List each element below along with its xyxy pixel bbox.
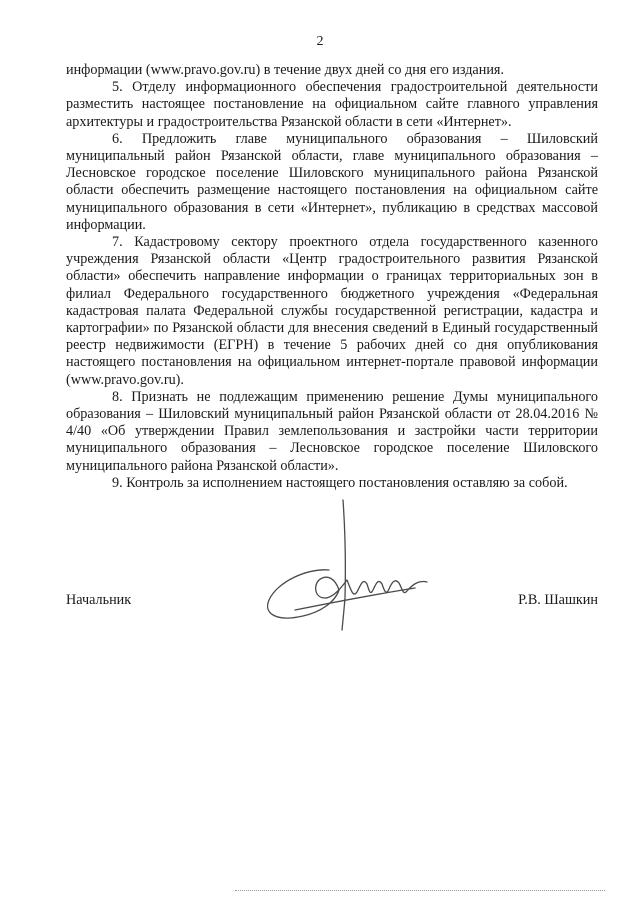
- paragraph-item-5: 5. Отделу информационного обеспечения градостроительной деятельности разместить настоящее постановление на официальном сайте главного управления архитектуры и градостроительства Рязанской области в сети «Интернет».: [66, 79, 598, 130]
- signer-position: Начальник: [66, 592, 132, 608]
- paragraph-item-7: 7. Кадастровому сектору проектного отдела государственного казенного учреждения Рязанской области «Центр градостроительного развития Рязанской области» обеспечить направление информации о границах территориальных зон в филиал Федерального государственного бюджетного учреждения «Федеральная кадастровая палата Федеральной службы государственной регистрации, кадастра и картографии» по Рязанской области для внесения сведений в Единый государственный реестр недвижимости (ЕГРН) в течение 5 рабочих дней со дня опубликования настоящего постановления на официальном интернет-портале правовой информации (www.pravo.gov.ru).: [66, 234, 598, 388]
- page-number: 2: [316, 34, 324, 49]
- paragraph-item-9: 9. Контроль за исполнением настоящего постановления оставляю за собой.: [112, 474, 568, 491]
- handwritten-signature: [255, 498, 430, 633]
- paragraph-continuation: информации (www.pravo.gov.ru) в течение двух дней со дня его издания.: [66, 62, 504, 78]
- signature-block: [66, 592, 598, 612]
- bottom-dotted-line: [235, 890, 605, 891]
- document-body: [66, 62, 598, 492]
- paragraph-item-6: 6. Предложить главе муниципального образования – Шиловский муниципальный район Рязанской области, главе муниципального образования – Лесновское городское поселение Шиловского муниципального района Рязанской области обеспечить размещение настоящего постановления на официальном сайте муниципального образования в сети «Интернет», публикацию в средствах массовой информации.: [66, 130, 598, 233]
- signer-name: Р.В. Шашкин: [518, 592, 598, 608]
- paragraph-item-8: 8. Признать не подлежащим применению решение Думы муниципального образования – Шиловский муниципальный район Рязанской области от 28.04.2016 № 4/40 «Об утверждении Правил землепользования и застройки части территории муниципального образования – Лесновское городское поселение Шиловского муниципального района Рязанской области».: [66, 388, 598, 474]
